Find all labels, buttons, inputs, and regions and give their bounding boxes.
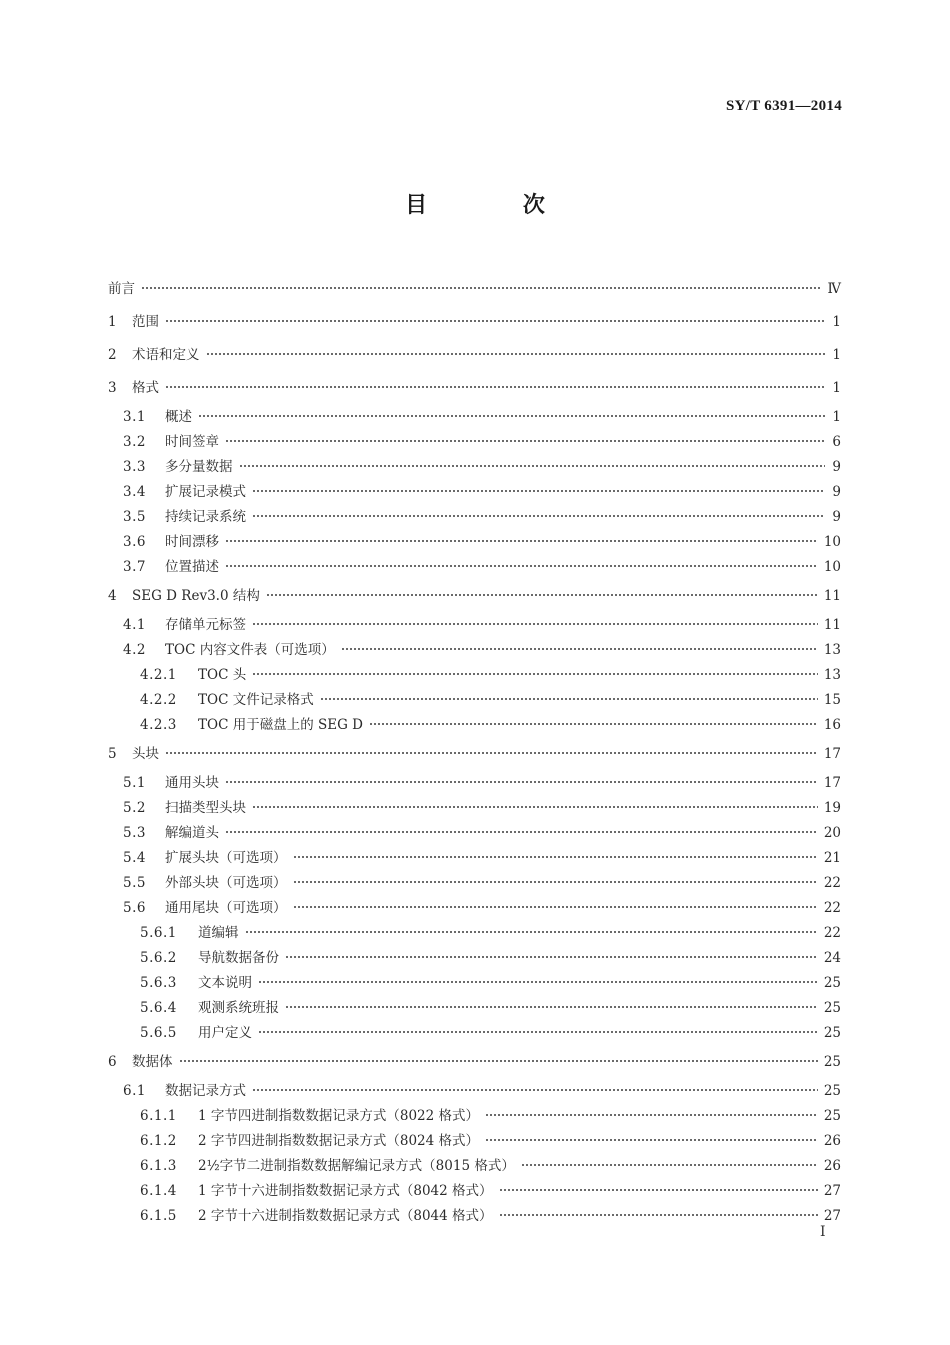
toc-entry-number: 6.1.4	[140, 1183, 177, 1199]
toc-entry-title: 位置描述	[165, 559, 219, 575]
toc-entry-title: 格式	[132, 380, 159, 396]
standard-code: SY/T 6391—2014	[725, 98, 842, 114]
toc-entry[interactable]	[140, 1100, 841, 1124]
toc-entry-number: 5.6	[123, 900, 146, 916]
leader-dots	[165, 306, 825, 326]
toc-entry-number: 2	[108, 347, 117, 363]
toc-entry-title: 1 字节四进制指数数据记录方式（8022 格式）	[198, 1108, 480, 1124]
toc-entry-page: 17	[823, 775, 841, 791]
toc-entry[interactable]	[108, 372, 841, 396]
toc-entry[interactable]	[123, 767, 841, 791]
toc-entry[interactable]	[123, 1075, 841, 1099]
toc-entry[interactable]	[123, 842, 841, 866]
toc-entry-title: 范围	[132, 314, 159, 330]
toc-entry[interactable]	[140, 1125, 841, 1149]
toc-entry-number: 3.1	[123, 409, 146, 425]
toc-entry-page: 24	[823, 950, 841, 966]
toc-entry-title: 存储单元标签	[165, 617, 246, 633]
toc-entry[interactable]	[140, 659, 841, 683]
toc-entry[interactable]	[123, 792, 841, 816]
toc-entry[interactable]	[108, 339, 841, 363]
toc-entry-page: 9	[832, 459, 841, 475]
toc-entry-page: 22	[823, 875, 841, 891]
toc-entry-title: 数据体	[132, 1054, 173, 1070]
toc-entry[interactable]	[140, 1200, 841, 1224]
toc-entry-title: 数据记录方式	[165, 1083, 246, 1099]
leader-dots	[293, 867, 818, 887]
toc-entry-title: 观测系统班报	[198, 1000, 279, 1016]
toc-entry-page: 25	[823, 1083, 841, 1099]
toc-entry-number: 5.5	[123, 875, 146, 891]
toc-entry-title: 多分量数据	[165, 459, 233, 475]
toc-entry-number: 3.7	[123, 559, 146, 575]
toc-entry-title: SEG D Rev3.0 结构	[132, 588, 260, 604]
toc-entry-number: 4.2.2	[140, 692, 177, 708]
leader-dots	[165, 372, 825, 392]
leader-dots	[225, 426, 825, 446]
toc-entry[interactable]	[123, 551, 841, 575]
toc-entry[interactable]	[123, 451, 841, 475]
leader-dots	[225, 526, 818, 546]
toc-entry[interactable]	[123, 817, 841, 841]
leader-dots	[252, 1075, 818, 1095]
leader-dots	[252, 609, 818, 629]
toc-entry-title: 文本说明	[198, 975, 252, 991]
leader-dots	[239, 451, 826, 471]
toc-entry-title: TOC 内容文件表（可选项）	[165, 642, 335, 658]
toc-entry-page: 6	[832, 434, 841, 450]
toc-entry-page: 1	[832, 347, 841, 363]
toc-entry-number: 5.6.2	[140, 950, 177, 966]
toc-entry[interactable]	[140, 992, 841, 1016]
toc-entry-title: 外部头块（可选项）	[165, 875, 287, 891]
leader-dots	[258, 967, 818, 987]
leader-dots	[198, 401, 825, 421]
toc-entry-title: TOC 用于磁盘上的 SEG D	[198, 717, 363, 733]
toc-entry-page: 27	[823, 1208, 841, 1224]
toc-entry[interactable]	[123, 401, 841, 425]
leader-dots	[293, 842, 818, 862]
toc-entry-title: 时间签章	[165, 434, 219, 450]
toc-entry-number: 3	[108, 380, 117, 396]
leader-dots	[225, 817, 818, 837]
leader-dots	[225, 767, 818, 787]
leader-dots	[293, 892, 818, 912]
toc-entry-title: 头块	[132, 746, 159, 762]
toc-entry[interactable]	[123, 634, 841, 658]
toc-entry-page: 22	[823, 925, 841, 941]
toc-entry-page: 25	[823, 1000, 841, 1016]
toc-entry-title: 扩展记录模式	[165, 484, 246, 500]
toc-entry[interactable]	[123, 501, 841, 525]
toc-entry-page: 9	[832, 484, 841, 500]
toc-entry-number: 5.6.1	[140, 925, 177, 941]
leader-dots	[499, 1175, 818, 1195]
toc-entry-page: 21	[823, 850, 841, 866]
toc-entry-title: 持续记录系统	[165, 509, 246, 525]
toc-entry-number: 3.5	[123, 509, 146, 525]
leader-dots	[141, 273, 822, 293]
toc-entry-title: 道编辑	[198, 925, 239, 941]
toc-entry-number: 3.6	[123, 534, 146, 550]
leader-dots	[245, 917, 818, 937]
toc-entry[interactable]	[123, 526, 841, 550]
toc-entry-number: 5.6.5	[140, 1025, 177, 1041]
toc-entry-title: 前言	[108, 281, 135, 297]
leader-dots	[499, 1200, 818, 1220]
toc-entry[interactable]	[140, 967, 841, 991]
toc-entry-page: 9	[832, 509, 841, 525]
toc-entry-page: 11	[823, 617, 841, 633]
toc-entry-number: 3.3	[123, 459, 146, 475]
toc-entry-page: 25	[823, 1108, 841, 1124]
toc-entry-number: 3.2	[123, 434, 146, 450]
leader-dots	[485, 1125, 818, 1145]
leader-dots	[369, 709, 818, 729]
toc-entry-number: 6.1.1	[140, 1108, 177, 1124]
leader-dots	[266, 580, 818, 600]
toc-entry-page: 10	[823, 559, 841, 575]
toc-entry-page: 15	[823, 692, 841, 708]
toc-entry[interactable]	[123, 867, 841, 891]
toc-entry[interactable]	[140, 1175, 841, 1199]
toc-entry-number: 5.6.4	[140, 1000, 177, 1016]
toc-entry-page: 1	[832, 380, 841, 396]
leader-dots	[252, 476, 825, 496]
toc-entry-number: 1	[108, 314, 117, 330]
toc-entry-title: 术语和定义	[132, 347, 200, 363]
toc-entry-title: TOC 头	[198, 667, 247, 683]
toc-entry-page: 17	[823, 746, 841, 762]
toc-entry-number: 5.6.3	[140, 975, 177, 991]
leader-dots	[485, 1100, 818, 1120]
toc-entry-title: 扩展头块（可选项）	[165, 850, 287, 866]
toc-entry-page: 10	[823, 534, 841, 550]
toc-entry-page: 1	[832, 409, 841, 425]
toc-entry[interactable]	[108, 273, 841, 297]
leader-dots	[320, 684, 818, 704]
toc-entry[interactable]	[123, 892, 841, 916]
toc-entry-page: 22	[823, 900, 841, 916]
toc-entry-page: 26	[823, 1158, 841, 1174]
toc-entry-number: 4	[108, 588, 117, 604]
toc-entry-page: 25	[823, 975, 841, 991]
leader-dots	[179, 1046, 818, 1066]
toc-entry-title: 2 字节四进制指数数据记录方式（8024 格式）	[198, 1133, 480, 1149]
toc-entry-page: 26	[823, 1133, 841, 1149]
toc-entry-number: 6.1.5	[140, 1208, 177, 1224]
toc-entry[interactable]	[140, 1150, 841, 1174]
toc-entry-number: 4.2	[123, 642, 146, 658]
toc-entry-title: 1 字节十六进制指数数据记录方式（8042 格式）	[198, 1183, 493, 1199]
toc-entry-title: 时间漂移	[165, 534, 219, 550]
toc-entry-page: Ⅳ	[827, 281, 841, 297]
toc-entry[interactable]	[140, 709, 841, 733]
toc-entry-number: 5	[108, 746, 117, 762]
toc-entry-title: 用户定义	[198, 1025, 252, 1041]
toc-entry-number: 6.1	[123, 1083, 146, 1099]
toc-entry[interactable]	[140, 917, 841, 941]
leader-dots	[341, 634, 818, 654]
toc-entry-title: 通用尾块（可选项）	[165, 900, 287, 916]
toc-entry-number: 4.2.3	[140, 717, 177, 733]
toc-entry-page: 25	[823, 1054, 841, 1070]
toc-entry-page: 20	[823, 825, 841, 841]
toc-entry-number: 6	[108, 1054, 117, 1070]
toc-entry-title: 概述	[165, 409, 192, 425]
page-folio: Ⅰ	[820, 1224, 826, 1240]
leader-dots	[225, 551, 818, 571]
toc-entry[interactable]	[140, 1017, 841, 1041]
toc-entry-number: 5.2	[123, 800, 146, 816]
toc-entry-page: 13	[823, 642, 841, 658]
toc-entry[interactable]	[140, 942, 841, 966]
toc-entry-title: 扫描类型头块	[165, 800, 246, 816]
leader-dots	[285, 942, 818, 962]
toc-entry-page: 27	[823, 1183, 841, 1199]
toc-entry-number: 5.4	[123, 850, 146, 866]
toc-entry-number: 6.1.3	[140, 1158, 177, 1174]
leader-dots	[165, 738, 818, 758]
toc-entry-number: 3.4	[123, 484, 146, 500]
toc-entry-page: 16	[823, 717, 841, 733]
toc-entry-page: 1	[832, 314, 841, 330]
toc-entry[interactable]	[123, 476, 841, 500]
toc-entry-title: 导航数据备份	[198, 950, 279, 966]
toc-entry-number: 5.3	[123, 825, 146, 841]
toc-entry[interactable]	[140, 684, 841, 708]
toc-entry-number: 5.1	[123, 775, 146, 791]
toc-entry-title: TOC 文件记录格式	[198, 692, 314, 708]
leader-dots	[252, 659, 818, 679]
leader-dots	[285, 992, 818, 1012]
toc-entry[interactable]	[123, 609, 841, 633]
toc-entry-page: 25	[823, 1025, 841, 1041]
toc-entry[interactable]	[123, 426, 841, 450]
toc-entry-title: 解编道头	[165, 825, 219, 841]
toc-entry-number: 6.1.2	[140, 1133, 177, 1149]
toc-entry-page: 11	[823, 588, 841, 604]
toc-entry[interactable]	[108, 738, 841, 762]
leader-dots	[258, 1017, 818, 1037]
toc-entry[interactable]	[108, 306, 841, 330]
toc-entry-number: 4.1	[123, 617, 146, 633]
leader-dots	[521, 1150, 818, 1170]
toc-entry-number: 4.2.1	[140, 667, 177, 683]
leader-dots	[252, 792, 818, 812]
leader-dots	[252, 501, 825, 521]
toc-entry-page: 13	[823, 667, 841, 683]
toc-entry[interactable]	[108, 580, 841, 604]
leader-dots	[206, 339, 826, 359]
toc-entry[interactable]	[108, 1046, 841, 1070]
toc-entry-page: 19	[823, 800, 841, 816]
page-title: 目 次	[405, 193, 589, 218]
toc-entry-title: 2 字节十六进制指数数据记录方式（8044 格式）	[198, 1208, 493, 1224]
toc-entry-title: 通用头块	[165, 775, 219, 791]
toc-entry-title: 2½字节二进制指数数据解编记录方式（8015 格式）	[198, 1158, 515, 1174]
